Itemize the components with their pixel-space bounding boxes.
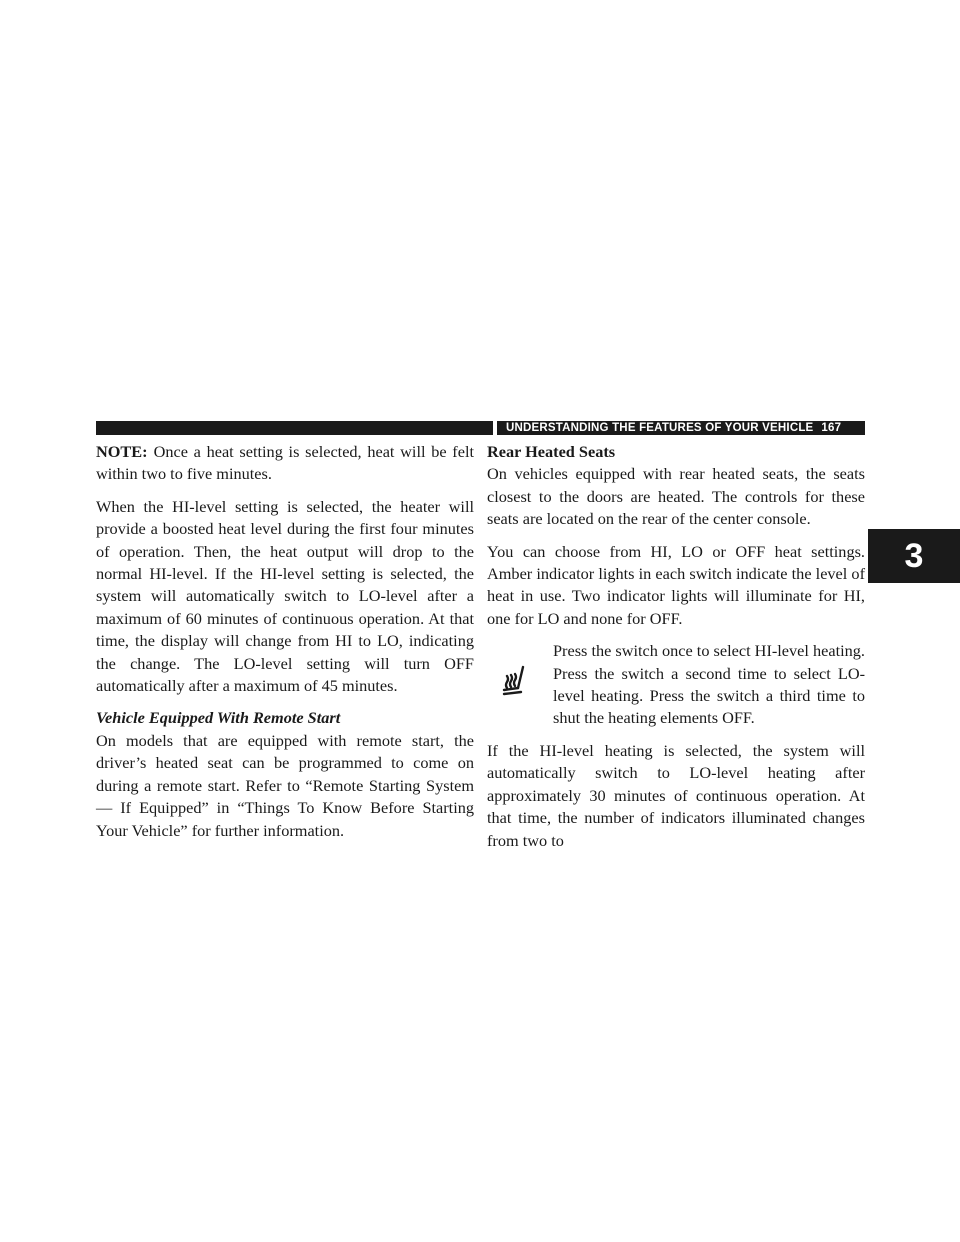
right-column: [487, 441, 865, 862]
switch-instructions-block: [487, 640, 865, 730]
auto-switch-paragraph: If the HI-level heating is selected, the system will automatically switch to LO-level heating after approximately 30 minutes of continuous operation. At that time, the number of indicators illuminated changes from two to: [487, 740, 865, 850]
header-title: [506, 419, 856, 437]
hi-level-paragraph: When the HI-level setting is selected, the heater will provide a boosted heat level during the first four minutes of operation. Then, the heat output will drop to the normal HI-level. If the HI-level setting is selected, the system will automatically switch to LO-level after a maximum of 60 minutes of continuous operation. At that time, the display will change from HI to LO, indicating the change. The LO-level setting will turn OFF automatically after a maximum of 45 minutes.: [96, 496, 474, 696]
note-paragraph: [96, 441, 474, 486]
rear-heated-seats-heading: Rear Heated Seats: [487, 442, 616, 461]
page-number: 167: [821, 422, 842, 434]
switch-instructions-text: Press the switch once to select HI-level heating. Press the switch a second time to select LO-level heating. Press the switch a third time to shut the heating elements OFF.: [553, 641, 865, 728]
heat-settings-paragraph: You can choose from HI, LO or OFF heat settings. Amber indicator lights in each switch indicate the level of heat in use. Two indicator lights will illuminate for HI, one for LO and none for OFF.: [487, 541, 865, 628]
header-rule-left: [96, 421, 493, 435]
note-text: Once a heat setting is selected, heat will be felt within two to five minutes.: [96, 442, 474, 484]
note-label: NOTE:: [96, 442, 148, 461]
remote-start-paragraph: On models that are equipped with remote start, the driver’s heated seat can be programmed to come on during a remote start. Refer to “Remote Starting System — If Equipped” in “Things To Know Before Starting Your Vehicle” for further information.: [96, 730, 474, 840]
left-column: [96, 441, 474, 852]
header-title-text: UNDERSTANDING THE FEATURES OF YOUR VEHICLE: [506, 422, 814, 434]
heated-seat-icon: [501, 664, 531, 700]
remote-start-subheading: Vehicle Equipped With Remote Start: [96, 708, 341, 728]
chapter-tab: 3: [868, 529, 960, 583]
rear-seats-intro-paragraph: On vehicles equipped with rear heated seats, the seats closest to the doors are heated. The controls for these seats are located on the rear of the center console.: [487, 464, 865, 529]
